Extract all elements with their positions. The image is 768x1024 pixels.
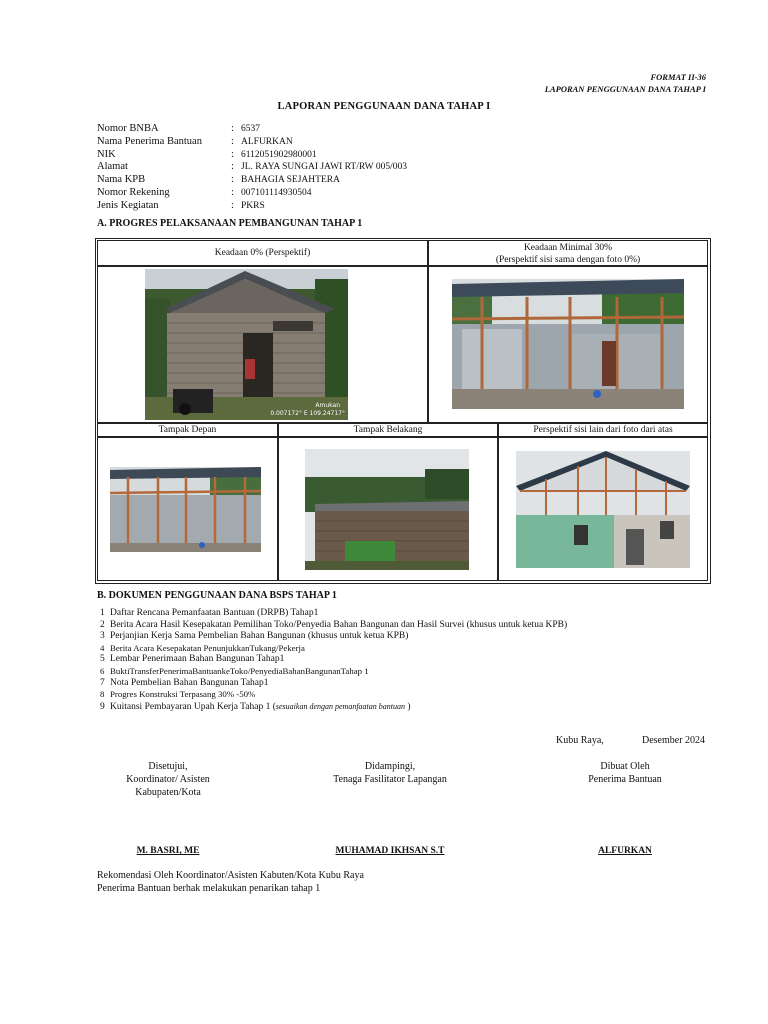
format-code: FORMAT II-36	[650, 72, 706, 82]
list-item: 4 Berita Acara Kesepakatan PenunjukkanTukang/Pekerja	[100, 642, 305, 653]
date: Desember 2024	[642, 735, 706, 746]
info-row: Jenis Kegiatan : PKRS	[97, 199, 265, 211]
house-photo-other	[516, 451, 690, 568]
recommendation-line1: Rekomendasi Oleh Koordinator/Asisten Kabuten/Kota Kubu Raya	[97, 870, 364, 881]
list-item: 8 Progres Konstruksi Terpasang 30% -50%	[100, 689, 256, 700]
info-label: Nama KPB	[97, 174, 146, 186]
house-photo-30-percent	[452, 279, 684, 409]
info-label: Jenis Kegiatan	[97, 199, 159, 211]
header-front-view: Tampak Depan	[97, 423, 278, 437]
photo-caption-line2: 0.007172° E 109.24717°	[270, 410, 345, 417]
info-row: Nomor BNBA : 6537	[97, 123, 260, 134]
header-back-view: Tampak Belakang	[278, 423, 498, 437]
list-item-note: sesuaikan dengan pemanfaatan bantuan	[275, 701, 405, 711]
info-value: JL. RAYA SUNGAI JAWI RT/RW 005/003	[241, 162, 407, 173]
signature-block-recipient: Dibuat Oleh Penerima Bantuan	[588, 761, 662, 785]
header-0-percent: Keadaan 0% (Perspektif)	[97, 240, 428, 266]
info-row: NIK : 6112051902980001	[97, 148, 317, 160]
section-a-title: A. PROGRES PELAKSANAAN PEMBANGUNAN TAHAP 1	[97, 218, 363, 229]
info-label: Nomor BNBA	[97, 123, 159, 134]
info-row: Nomor Rekening : 007101114930504	[97, 186, 312, 198]
info-row: Alamat : JL. RAYA SUNGAI JAWI RT/RW 005/003	[97, 161, 407, 173]
info-label: Nomor Rekening	[97, 186, 170, 198]
info-value: ALFURKAN	[241, 136, 293, 147]
info-value: 6112051902980001	[241, 149, 317, 160]
info-value: 6537	[241, 124, 260, 134]
page-title: LAPORAN PENGGUNAAN DANA TAHAP I	[277, 101, 491, 112]
header-30-line2: (Perspektif sisi sama dengan foto 0%)	[495, 255, 641, 265]
house-photo-front	[110, 467, 261, 552]
recipient-info	[97, 123, 407, 213]
header-30-percent	[428, 240, 708, 266]
format-title: LAPORAN PENGGUNAAN DANA TAHAP I	[544, 84, 706, 94]
photo-caption-line1: Amukan	[315, 402, 340, 409]
list-item: 7 Nota Pembelian Bahan Bangunan Tahap1	[100, 677, 269, 688]
info-value: BAHAGIA SEJAHTERA	[241, 175, 340, 186]
list-item: 2 Berita Acara Hasil Kesepakatan Pemilihan Toko/Penyedia Bahan Bangunan dan Hasil Survei (khusus untuk ketua KPB)	[100, 619, 568, 630]
info-row: Nama KPB : BAHAGIA SEJAHTERA	[97, 174, 340, 186]
list-item: 3 Perjanjian Kerja Sama Pembelian Bahan Bangunan (khusus untuk ketua KPB)	[100, 631, 409, 642]
recommendation-line2: Penerima Bantuan berhak melakukan penarikan tahap 1	[97, 883, 321, 894]
house-photo-back	[305, 449, 469, 570]
info-row: Nama Penerima Bantuan : ALFURKAN	[97, 135, 293, 147]
document-list	[100, 608, 567, 712]
house-photo-before	[145, 269, 348, 420]
info-label: Alamat	[97, 161, 128, 173]
signature-name-recipient: ALFURKAN	[598, 846, 652, 856]
signature-block-coordinator: Disetujui, Koordinator/ Asisten Kabupaten/Kota	[126, 761, 210, 798]
signature-block-facilitator: Didampingi, Tenaga Fasilitator Lapangan	[333, 761, 447, 785]
list-item: 9 Kuitansi Pembayaran Upah Kerja Tahap 1 (sesuaikan dengan pemanfaatan bantuan )	[100, 701, 411, 712]
signature-name-facilitator: MUHAMAD IKHSAN S.T	[335, 846, 445, 856]
header-other-perspective: Perspektif sisi lain dari foto dari atas	[498, 423, 708, 437]
signature-name-coordinator: M. BASRI, ME	[136, 846, 200, 856]
place: Kubu Raya,	[556, 735, 604, 746]
info-label: Nama Penerima Bantuan	[97, 135, 202, 147]
list-item: 6 BuktiTransferPenerimaBantuankeToko/PenyediaBahanBangunanTahap 1	[100, 665, 369, 676]
info-value: 007101114930504	[241, 187, 312, 198]
list-item: 5 Lembar Penerimaan Bahan Bangunan Tahap1	[100, 654, 285, 665]
list-item: 1 Daftar Rencana Pemanfaatan Bantuan (DRPB) Tahap1	[100, 608, 319, 618]
header-30-line1: Keadaan Minimal 30%	[523, 243, 613, 253]
section-b-title: B. DOKUMEN PENGGUNAAN DANA BSPS TAHAP 1	[97, 590, 337, 601]
info-value: PKRS	[241, 200, 265, 211]
info-label: NIK	[97, 148, 116, 160]
